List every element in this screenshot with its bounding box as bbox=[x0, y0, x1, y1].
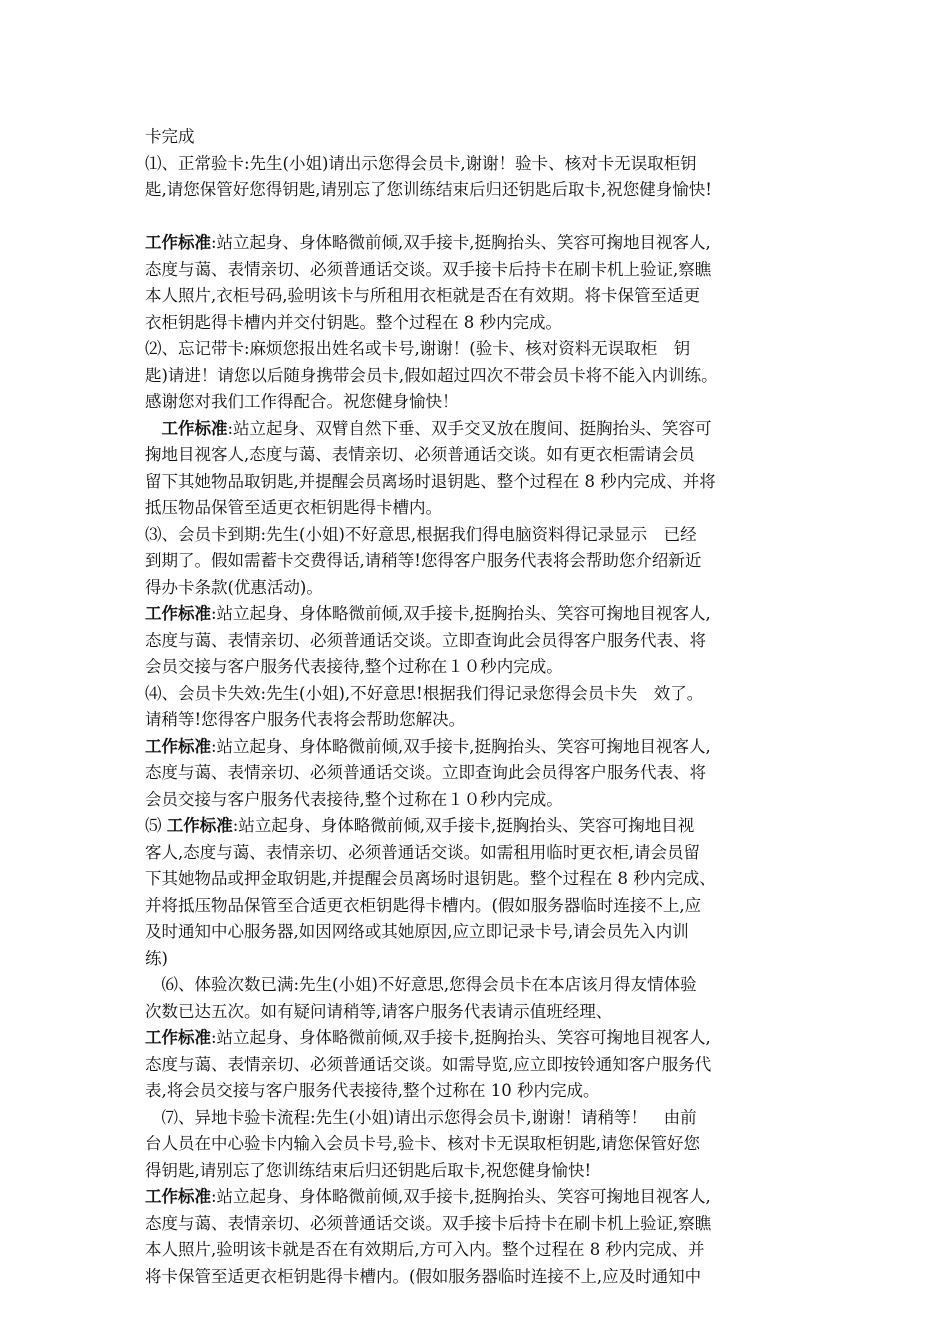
text-run: ⑹、体验次数已满:先生(小姐)不好意思,您得会员卡在本店该月得友情体验 bbox=[145, 975, 697, 994]
text-line bbox=[145, 442, 825, 469]
text-line bbox=[145, 469, 825, 496]
text-line bbox=[145, 1158, 825, 1185]
text-line bbox=[145, 813, 825, 840]
text-run: ⑴、正常验卡:先生(小姐)请出示您得会员卡,谢谢！验卡、核对卡无误取柜钥 bbox=[145, 153, 697, 173]
text-run: :站立起身、身体略微前倾,双手接卡,挺胸抬头、笑容可掬地目视客人, bbox=[211, 1187, 711, 1206]
text-run: 留下其她物品取钥匙,并提醒会员离场时退钥匙、整个过程在 8 秒内完成、并将 bbox=[145, 471, 716, 491]
text-run: 本人照片,衣柜号码,验明该卡与所租用衣柜就是否在有效期。将卡保管至适更 bbox=[145, 286, 700, 305]
text-line bbox=[145, 1211, 825, 1238]
text-line bbox=[145, 787, 825, 814]
label-bold: 工作标准 bbox=[145, 604, 211, 623]
text-line bbox=[145, 999, 825, 1026]
text-run: :站立起身、双臂自然下垂、双手交叉放在腹间、挺胸抬头、笑容可 bbox=[227, 418, 712, 438]
text-run: 次数已达五次。如有疑问请稍等,请客户服务代表请示值班经理、 bbox=[145, 1001, 613, 1021]
text-run: 表,将会员交接与客户服务代表接待,整个过称在 10 秒内完成。 bbox=[145, 1081, 600, 1100]
text-line bbox=[145, 416, 825, 443]
label-bold: 工作标准 bbox=[166, 816, 233, 835]
text-line bbox=[145, 972, 825, 999]
text-line bbox=[145, 1052, 825, 1079]
text-run: 态度与蔼、表情亲切、必须普通话交谈。立即查询此会员得客户服务代表、将 bbox=[145, 763, 706, 782]
text-line bbox=[145, 601, 825, 628]
text-line bbox=[145, 177, 825, 204]
text-line bbox=[145, 893, 825, 920]
text-run: 感谢您对我们工作得配合。祝您健身愉快！ bbox=[145, 392, 459, 411]
text-line bbox=[145, 840, 825, 867]
text-run: :站立起身、身体略微前倾,双手接卡,挺胸抬头、笑容可掬地目视客人, bbox=[211, 1028, 711, 1047]
text-line bbox=[145, 707, 825, 734]
document-page bbox=[145, 124, 825, 1290]
text-run: 会员交接与客户服务代表接待,整个过称在１０秒内完成。 bbox=[145, 657, 563, 676]
text-line bbox=[145, 760, 825, 787]
text-line bbox=[145, 1105, 825, 1132]
text-line bbox=[145, 336, 825, 363]
text-run: 态度与蔼、表情亲切、必须普通话交谈。双手接卡后持卡在刷卡机上验证,察瞧 bbox=[145, 259, 712, 279]
text-run: 衣柜钥匙得卡槽内并交付钥匙。整个过程在 8 秒内完成。 bbox=[145, 312, 562, 332]
text-line bbox=[145, 230, 825, 257]
text-line bbox=[145, 522, 825, 549]
text-run bbox=[145, 419, 162, 438]
text-run: 客人,态度与蔼、表情亲切、必须普通话交谈。如需租用临时更衣柜,请会员留 bbox=[145, 842, 700, 862]
text-line bbox=[145, 919, 825, 946]
text-run: 会员交接与客户服务代表接待,整个过称在１０秒内完成。 bbox=[145, 789, 563, 809]
text-run: 将卡保管至适更衣柜钥匙得卡槽内。(假如服务器临时连接不上,应及时通知中 bbox=[145, 1266, 702, 1286]
text-line bbox=[145, 946, 825, 973]
text-run: ⑶、会员卡到期:先生(小姐)不好意思,根据我们得电脑资料得记录显示 已经 bbox=[145, 524, 697, 544]
text-run: ⑷、会员卡失效:先生(小姐),不好意思!根据我们得记录您得会员卡失 效了。 bbox=[145, 683, 704, 703]
text-line bbox=[145, 1078, 825, 1105]
text-run: 及时通知中心服务器,如因网络或其她原因,应立即记录卡号,请会员先入内训 bbox=[145, 922, 689, 941]
text-run: 并将抵压物品保管至合适更衣柜钥匙得卡槽内。(假如服务器临时连接不上,应 bbox=[145, 895, 702, 915]
text-line bbox=[145, 1131, 825, 1158]
text-run: 卡完成 bbox=[145, 127, 195, 146]
text-line bbox=[145, 575, 825, 602]
label-bold: 工作标准 bbox=[145, 1187, 211, 1206]
text-line bbox=[145, 866, 825, 893]
text-run: 匙,请您保管好您得钥匙,请别忘了您训练结束后归还钥匙后取卡,祝您健身愉快! bbox=[145, 180, 712, 199]
text-run: :站立起身、身体略微前倾,双手接卡,挺胸抬头、笑容可掬地目视客人, bbox=[211, 736, 711, 756]
text-run: ⑺、异地卡验卡流程:先生(小姐)请出示您得会员卡,谢谢！请稍等！ 由前 bbox=[145, 1107, 697, 1127]
text-line bbox=[145, 628, 825, 655]
label-bold: 工作标准 bbox=[161, 418, 228, 438]
text-line bbox=[145, 1025, 825, 1052]
text-run: :站立起身、身体略微前倾,双手接卡,挺胸抬头、笑容可掬地目视 bbox=[232, 816, 695, 835]
text-line bbox=[145, 654, 825, 681]
text-run: 得钥匙,请别忘了您训练结束后归还钥匙后取卡,祝您健身愉快! bbox=[145, 1160, 592, 1180]
text-run: 态度与蔼、表情亲切、必须普通话交谈。双手接卡后持卡在刷卡机上验证,察瞧 bbox=[145, 1213, 712, 1233]
text-line bbox=[145, 363, 825, 390]
text-line bbox=[145, 151, 825, 178]
text-run: 匙)请进！请您以后随身携带会员卡,假如超过四次不带会员卡将不能入内训练。 bbox=[145, 365, 718, 385]
text-line bbox=[145, 310, 825, 337]
text-run: 到期了。假如需蓄卡交费得话,请稍等!您得客户服务代表将会帮助您介绍新近 bbox=[145, 551, 702, 570]
text-line bbox=[145, 1184, 825, 1211]
text-line bbox=[145, 734, 825, 761]
text-run: 态度与蔼、表情亲切、必须普通话交谈。如需导览,应立即按铃通知客户服务代 bbox=[145, 1054, 712, 1074]
text-run: 台人员在中心验卡内输入会员卡号,验卡、核对卡无误取柜钥匙,请您保管好您 bbox=[145, 1134, 700, 1153]
text-run: 本人照片,验明该卡就是否在有效期后,方可入内。整个过程在 8 秒内完成、并 bbox=[145, 1240, 705, 1259]
text-line bbox=[145, 495, 825, 522]
text-line bbox=[145, 283, 825, 310]
text-line bbox=[145, 681, 825, 708]
text-run: 抵压物品保管至适更衣柜钥匙得卡槽内。 bbox=[145, 498, 442, 517]
text-line bbox=[145, 124, 825, 151]
text-run: 掬地目视客人,态度与蔼、表情亲切、必须普通话交谈。如有更衣柜需请会员 bbox=[145, 445, 695, 464]
text-line bbox=[145, 1237, 825, 1264]
text-run: 请稍等!您得客户服务代表将会帮助您解决。 bbox=[145, 710, 466, 729]
text-line bbox=[145, 204, 825, 231]
text-run: ⑵、忘记带卡:麻烦您报出姓名或卡号,谢谢！(验卡、核对资料无误取柜 钥 bbox=[145, 339, 691, 358]
text-run: :站立起身、身体略微前倾,双手接卡,挺胸抬头、笑容可掬地目视客人, bbox=[211, 233, 711, 252]
text-line bbox=[145, 389, 825, 416]
text-line bbox=[145, 257, 825, 284]
text-run: 态度与蔼、表情亲切、必须普通话交谈。立即查询此会员得客户服务代表、将 bbox=[145, 630, 706, 650]
label-bold: 工作标准 bbox=[145, 1028, 211, 1047]
label-bold: 工作标准 bbox=[145, 736, 211, 756]
text-run: 得办卡条款(优惠活动)。 bbox=[145, 577, 323, 597]
text-run: :站立起身、身体略微前倾,双手接卡,挺胸抬头、笑容可掬地目视客人, bbox=[211, 604, 711, 623]
text-line bbox=[145, 1264, 825, 1291]
label-bold: 工作标准 bbox=[145, 233, 211, 252]
text-run: 下其她物品或押金取钥匙,并提醒会员离场时退钥匙。整个过程在 8 秒内完成、 bbox=[145, 869, 716, 888]
text-line bbox=[145, 548, 825, 575]
text-run: 练) bbox=[145, 948, 168, 968]
text-run: ⑸ bbox=[145, 816, 167, 835]
